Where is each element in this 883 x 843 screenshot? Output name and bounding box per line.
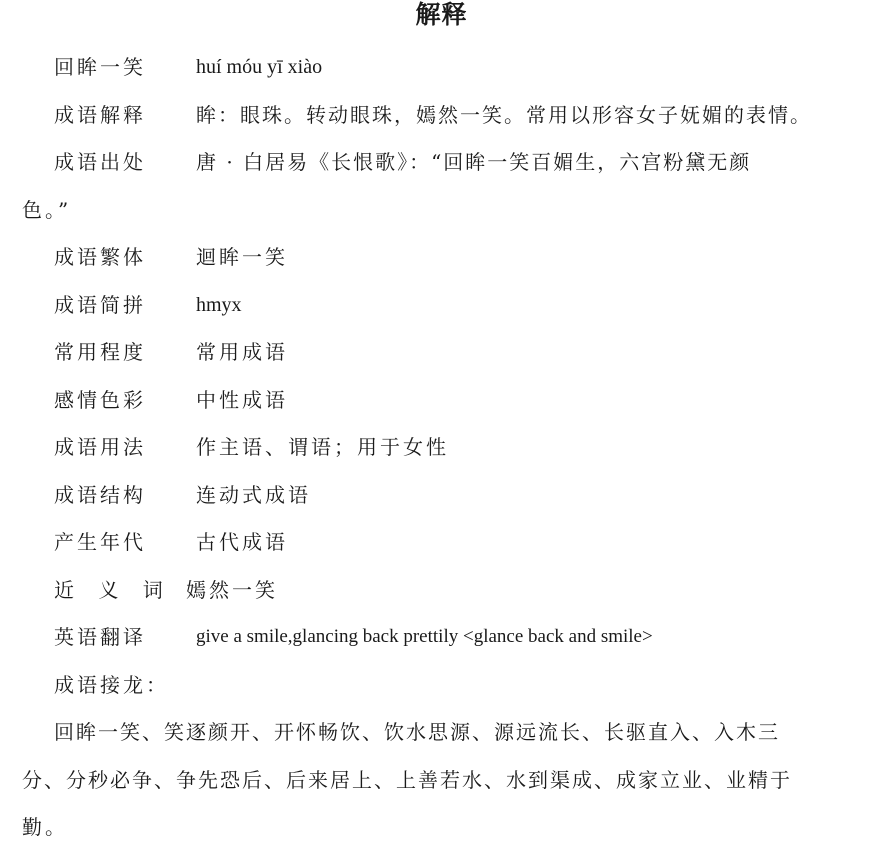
entry-row-sentiment <box>0 385 883 415</box>
entry-label: 英语翻译 <box>54 625 146 649</box>
entry-row-synonym <box>0 575 883 605</box>
entry-value-english: give a smile,glancing back prettily <glance back and smile> <box>196 626 653 647</box>
page-title: 解释 <box>415 0 468 29</box>
entry-value-sentiment: 中性成语 <box>196 388 288 412</box>
entry-label: 成语简拼 <box>54 293 146 317</box>
entry-value-era: 古代成语 <box>196 530 288 554</box>
entry-value-structure: 连动式成语 <box>196 483 311 507</box>
entry-label: 产生年代 <box>54 530 146 554</box>
entry-label: 成语繁体 <box>54 245 146 269</box>
entry-row-traditional <box>0 242 883 272</box>
entry-value-source: 唐 · 白居易《长恨歌》：“回眸一笑百媚生，六宫粉黛无颜 <box>196 150 752 174</box>
entry-value-usage: 作主语、谓语；用于女性 <box>196 435 449 459</box>
entry-row-abbreviation <box>0 290 883 320</box>
entry-value-synonym: 嫣然一笑 <box>186 578 278 602</box>
chain-line-1: 回眸一笑、笑逐颜开、开怀畅饮、饮水思源、源远流长、长驱直入、入木三 <box>54 720 780 744</box>
entry-label: 感情色彩 <box>54 388 146 412</box>
chain-line-2: 分、分秒必争、争先恐后、后来居上、上善若水、水到渠成、成家立业、业精于 <box>22 768 792 792</box>
entry-row-source <box>0 147 883 177</box>
entry-label: 常用程度 <box>54 340 146 364</box>
entry-label: 成语结构 <box>54 483 146 507</box>
entry-label: 近 义 词 <box>54 578 172 602</box>
chain-line-3: 勤。 <box>22 815 68 839</box>
entry-row-structure <box>0 480 883 510</box>
entry-row-usage <box>0 432 883 462</box>
entry-row-english <box>0 622 883 652</box>
entry-row-frequency <box>0 337 883 367</box>
entry-value-abbreviation: hmyx <box>196 294 242 316</box>
entry-label: 回眸一笑 <box>54 55 146 79</box>
entry-value-traditional: 迴眸一笑 <box>196 245 288 269</box>
chain-label: 成语接龙： <box>54 673 169 697</box>
entry-row-era <box>0 527 883 557</box>
entry-value-explanation: 眸：眼珠。转动眼珠，嫣然一笑。常用以形容女子妩媚的表情。 <box>196 103 812 127</box>
entry-value-frequency: 常用成语 <box>196 340 288 364</box>
entry-value-source-continuation: 色。” <box>22 198 72 222</box>
entry-value-pinyin: huí móu yī xiào <box>196 56 323 78</box>
chain-heading-row <box>0 670 883 700</box>
entry-label: 成语用法 <box>54 435 146 459</box>
entry-row-idiom <box>0 52 883 82</box>
entry-label: 成语解释 <box>54 103 146 127</box>
entry-row-explanation <box>0 100 883 130</box>
entry-label: 成语出处 <box>54 150 146 174</box>
